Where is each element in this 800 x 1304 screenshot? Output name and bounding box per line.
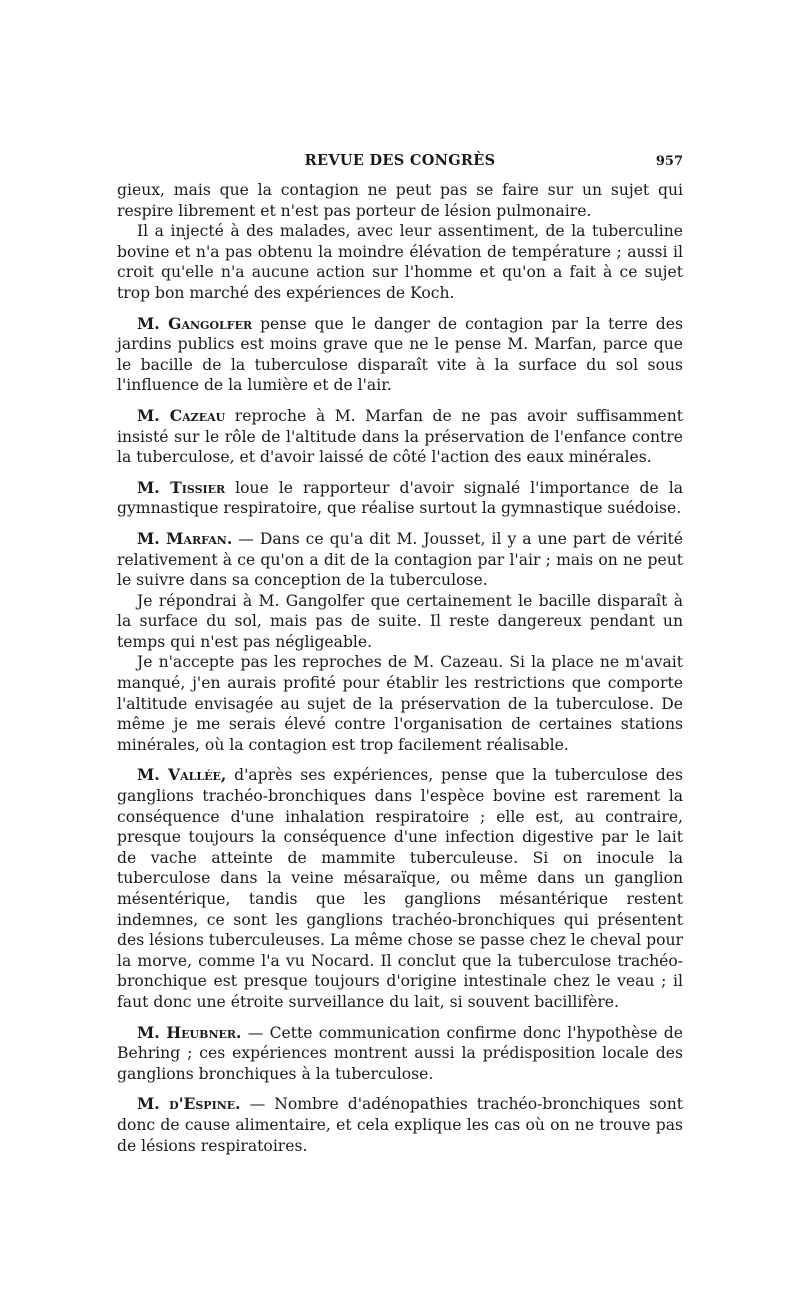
paragraph-text: reproche à M. Marfan de ne pas avoir suffisamment insisté sur le rôle de l'altitude dans la préservation de l'enfance contre la tuberculose, et d'avoir laissé de côté l'action des eaux minérales. (117, 406, 683, 467)
paragraph-vallee (117, 765, 683, 1012)
paragraph-text: loue le rapporteur d'avoir signalé l'importance de la gymnastique respiratoire, que réalise surtout la gymnastique suédoise. (117, 478, 684, 518)
paragraph-text: Je répondrai à M. Gangolfer que certainement le bacille disparaît à la surface du sol, mais pas de suite. Il reste dangereux pendant un temps qui n'est pas négligeable. (117, 591, 683, 651)
paragraph-gangolfer (117, 314, 683, 396)
speaker-name: M. Gangolfer (137, 313, 253, 333)
speaker-name: M. Cazeau (137, 405, 226, 425)
paragraph-despine (117, 1094, 683, 1156)
speaker-name: M. Vallée, (137, 765, 227, 785)
paragraph-injection (117, 221, 683, 303)
page-number: 957 (655, 154, 683, 169)
paragraph-marfan (117, 529, 683, 591)
body-text (117, 180, 683, 1156)
paragraph-text: Je n'accepte pas les reproches de M. Cazeau. Si la place ne m'avait manqué, j'en aurais profité pour établir les restrictions que comporte l'altitude envisagée au sujet de la préservation de la tuberculose. De même je me serais élevé contre l'organisation de certaines stations minérales, où la contagion est trop facilement réalisable. (117, 653, 683, 754)
paragraph-text: — Dans ce qu'a dit M. Jousset, il y a une part de vérité relativement à ce qu'on a dit de la contagion par l'air ; mais on ne peut le suivre dans sa conception de la tuberculose. (117, 529, 683, 590)
paragraph-cazeau (117, 406, 683, 468)
speaker-name: M. Tissier (137, 477, 226, 497)
book-page (117, 150, 683, 1156)
paragraph-text: pense que le danger de contagion par la terre des jardins publics est moins grave que ne le pense M. Marfan, parce que le bacille de la tuberculose disparaît vite à la surface du sol sous l'influence de la lumière et de l'air. (117, 314, 683, 395)
paragraph-marfan-reply-cazeau (117, 652, 683, 755)
speaker-name: M. Marfan. (137, 528, 233, 548)
paragraph-text: Il a injecté à des malades, avec leur assentiment, de la tuberculine bovine et n'a pas obtenu la moindre élévation de température ; aussi il croit qu'elle n'a aucune action sur l'homme et qu'on a fait à ce sujet trop bon marché des expériences de Koch. (117, 222, 683, 302)
paragraph-marfan-reply-gangolfer (117, 591, 683, 653)
paragraph-text: — Cette communication confirme donc l'hypothèse de Behring ; ces expériences montrent aussi la prédisposition locale des ganglions bronchiques à la tuberculose. (117, 1023, 683, 1083)
page-header (117, 150, 683, 180)
paragraph-tissier (117, 478, 683, 519)
speaker-name: M. d'Espine. (137, 1094, 241, 1114)
paragraph-continuation (117, 180, 683, 221)
running-title: REVUE DES CONGRÈS (304, 152, 496, 169)
paragraph-text: — Nombre d'adénopathies trachéo-bronchiques sont donc de cause alimentaire, et cela explique les cas où on ne trouve pas de lésions respiratoires. (117, 1095, 683, 1155)
paragraph-text: d'après ses expériences, pense que la tuberculose des ganglions trachéo-bronchiques dans l'espèce bovine est rarement la conséquence d'une inhalation respiratoire ; elle est, au contraire, presque toujours la conséquence d'une infection digestive par le lait de vache atteinte de mammite tuberculeuse. Si on inocule la tuberculose dans la veine mésaraïque, ou même dans un ganglion mésentérique, tandis que les ganglions mésantérique restent indemnes, ce sont les ganglions trachéo-bronchiques qui présentent des lésions tuberculeuses. La même chose se passe chez le cheval pour la morve, comme l'a vu Nocard. Il conclut que la tuberculose trachéo-bronchique est presque toujours d'origine intestinale chez le veau ; il faut donc une étroite surveillance du lait, si souvent bacillifère. (117, 766, 683, 1011)
speaker-name: M. Heubner. (137, 1022, 242, 1042)
paragraph-heubner (117, 1023, 683, 1085)
paragraph-text: gieux, mais que la contagion ne peut pas se faire sur un sujet qui respire librement et n'est pas porteur de lésion pulmonaire. (117, 181, 683, 220)
